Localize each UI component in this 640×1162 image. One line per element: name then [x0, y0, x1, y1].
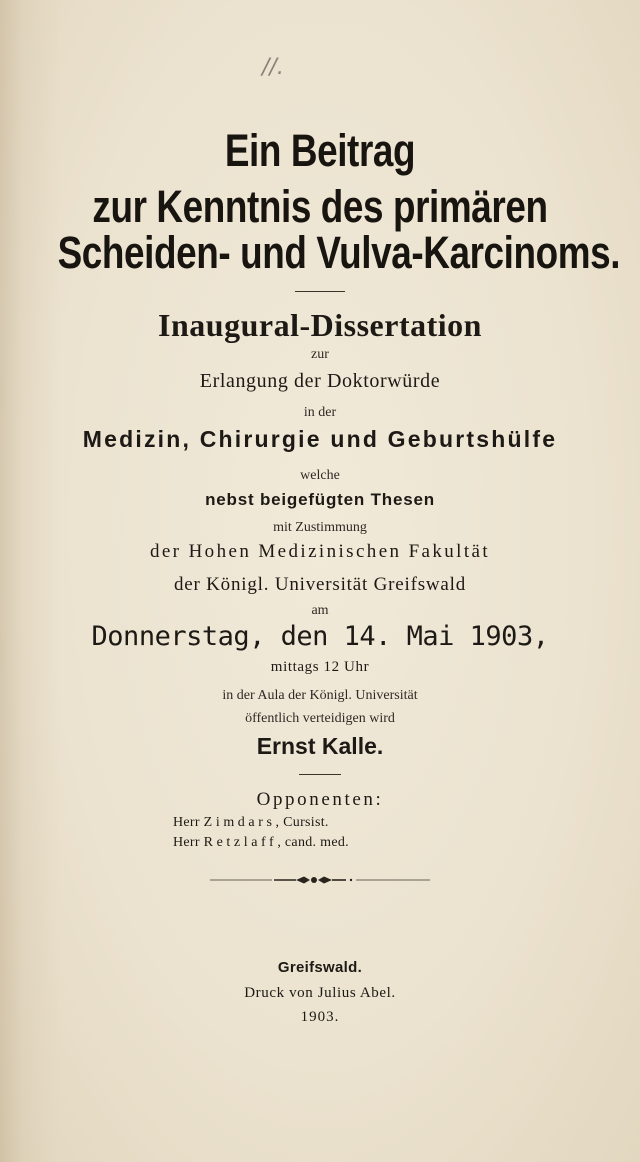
erlangung-text: Erlangung der Doktorwürde: [199, 370, 441, 392]
printer-line: Druck von Julius Abel.: [244, 985, 396, 1001]
opponent-name: Zimdars: [203, 815, 276, 830]
defense-date: Donnerstag, den 14. Mai 1903,: [91, 621, 549, 652]
opponents-heading: Opponenten:: [256, 789, 384, 810]
title-line-3: Scheiden- und Vulva-Karcinoms.: [57, 227, 621, 278]
opponent-name: Retzlaff: [203, 835, 278, 850]
zur-text: zur: [311, 347, 329, 362]
defense-time: mittags 12 Uhr: [270, 659, 370, 675]
publication-year: 1903.: [300, 1009, 340, 1025]
opponent-title: Herr: [173, 815, 200, 830]
venue-line: in der Aula der Königl. Universität: [222, 688, 418, 703]
divider-rule: [295, 291, 345, 292]
opponent-entry: [173, 816, 573, 830]
pencil-annotation: //.: [262, 55, 284, 80]
welche-text: welche: [300, 468, 340, 483]
am-text: am: [311, 603, 329, 618]
divider-rule: [299, 774, 341, 775]
theses-line: nebst beigefügten Thesen: [205, 490, 435, 509]
place-of-print: Greifswald.: [277, 959, 363, 976]
ornament-divider-icon: [210, 874, 430, 886]
defense-phrase: öffentlich verteidigen wird: [245, 711, 395, 726]
title-line-2: zur Kenntnis des primären: [92, 181, 548, 232]
faculty-name-line: der Hohen Medizinischen Fakultät: [149, 541, 491, 562]
consent-text: mit Zustimmung: [273, 520, 367, 535]
title-line-1: Ein Beitrag: [224, 125, 416, 176]
opponent-role: , Cursist.: [275, 815, 329, 830]
faculty-line: Medizin, Chirurgie und Geburtshülfe: [82, 426, 558, 452]
in-der-text: in der: [303, 405, 337, 420]
university-line: der Königl. Universität Greifswald: [173, 574, 467, 595]
opponent-entry: [173, 836, 573, 850]
opponent-role: , cand. med.: [277, 835, 349, 850]
opponent-title: Herr: [173, 835, 200, 850]
author-name: Ernst Kalle.: [256, 733, 384, 759]
dissertation-heading: Inaugural-Dissertation: [158, 307, 482, 343]
